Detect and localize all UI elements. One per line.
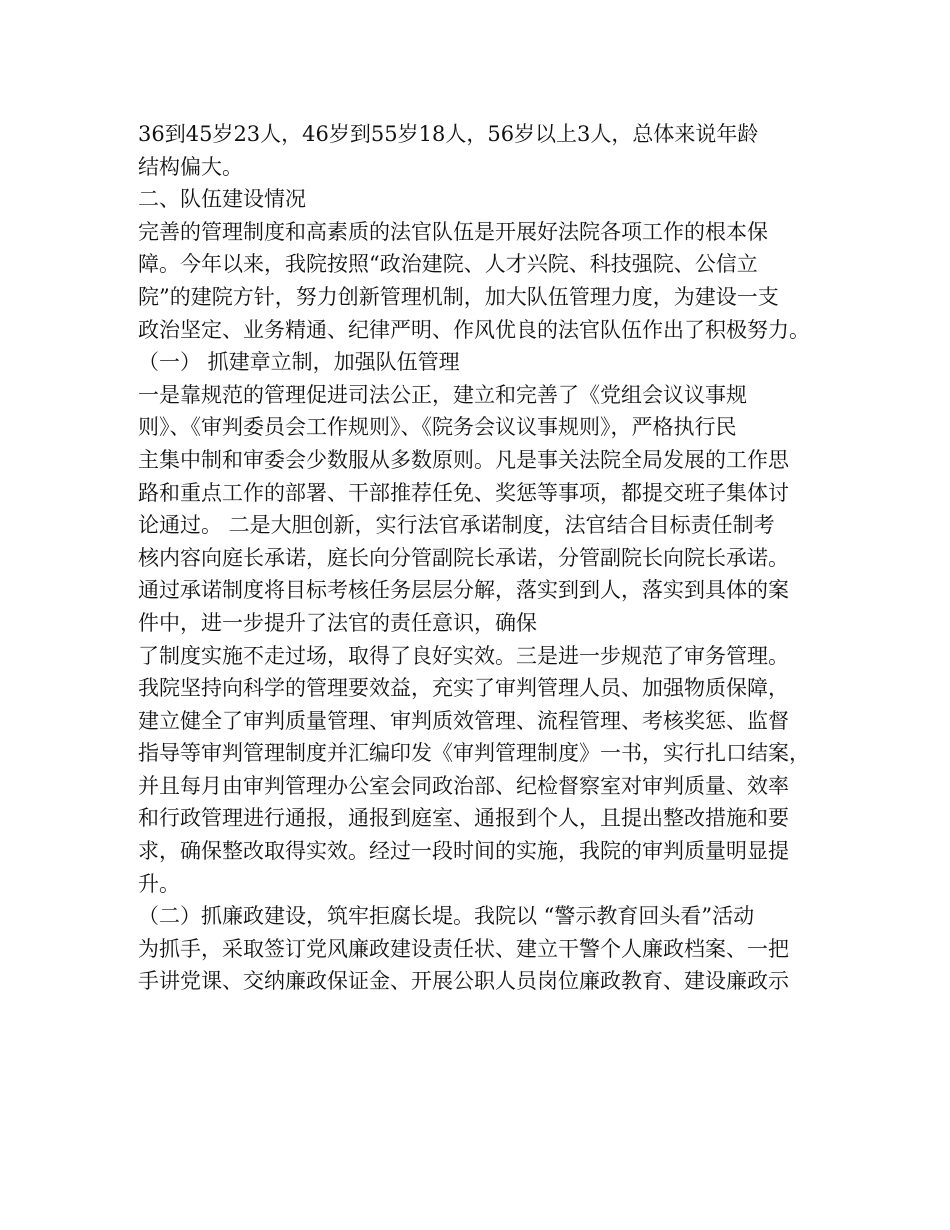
text-line: 核内容向庭长承诺，庭长向分管副院长承诺，分管副院长向院长承诺。 <box>138 545 789 570</box>
text-line: 手讲党课、交纳廉政保证金、开展公职人员岗位廉政教育、建设廉政示 <box>138 969 789 994</box>
text-line: （二）抓廉政建设，筑牢拒腐长堤。我院以 “警示教育回头看”活动 <box>138 904 755 929</box>
text-line: 求，确保整改取得实效。经过一段时间的实施，我院的审判质量明显提 <box>138 839 789 864</box>
text-line: 并且每月由审判管理办公室会同政治部、纪检督察室对审判质量、效率 <box>138 773 789 798</box>
text-line: 一是靠规范的管理促进司法公正，建立和完善了《党组会议议事规 <box>138 382 747 407</box>
section-heading: 二、队伍建设情况 <box>138 187 306 212</box>
text-line: 和行政管理进行通报，通报到庭室、通报到个人，且提出整改措施和要 <box>138 806 789 831</box>
text-line: 路和重点工作的部署、干部推荐任免、奖惩等事项，都提交班子集体讨 <box>138 480 789 505</box>
text-line: 政治坚定、业务精通、纪律严明、作风优良的法官队伍作出了积极努力。 <box>138 317 810 342</box>
text-line: 了制度实施不走过场，取得了良好实效。三是进一步规范了审务管理。 <box>138 643 789 668</box>
text-line: 通过承诺制度将目标考核任务层层分解，落实到到人，落实到具体的案 <box>138 578 789 603</box>
text-line: 建立健全了审判质量管理、审判质效管理、流程管理、考核奖惩、监督 <box>138 708 789 733</box>
text-line: 件中，进一步提升了法官的责任意识，确保 <box>138 610 537 635</box>
text-line: 则》、《审判委员会工作规则》、《院务会议议事规则》，严格执行民 <box>138 415 737 440</box>
text-line: 主集中制和审委会少数服从多数原则。凡是事关法院全局发展的工作思 <box>138 447 789 472</box>
text-line: 论通过。 二是大胆创新，实行法官承诺制度，法官结合目标责任制考 <box>138 513 775 538</box>
text-line: 为抓手，采取签订党风廉政建设责任状、建立干警个人廉政档案、一把 <box>138 936 789 961</box>
body-text <box>138 118 838 998</box>
text-line: 结构偏大。 <box>138 154 243 179</box>
text-line: 指导等审判管理制度并汇编印发《审判管理制度》一书，实行扎口结案， <box>138 741 810 766</box>
text-line: 36到45岁23人，46岁到55岁18人，56岁以上3人，总体来说年龄 <box>138 122 759 146</box>
text-line: 升。 <box>138 871 180 896</box>
text-line: 院”的建院方针，努力创新管理机制，加大队伍管理力度，为建设一支 <box>138 284 779 309</box>
text-line: 我院坚持向科学的管理要效益，充实了审判管理人员、加强物质保障， <box>138 676 789 701</box>
subsection-heading: （一） 抓建章立制，加强队伍管理 <box>138 350 460 375</box>
text-line: 障。今年以来，我院按照“政治建院、人才兴院、科技强院、公信立 <box>138 252 758 277</box>
text-line: 完善的管理制度和高素质的法官队伍是开展好法院各项工作的根本保 <box>138 219 768 244</box>
